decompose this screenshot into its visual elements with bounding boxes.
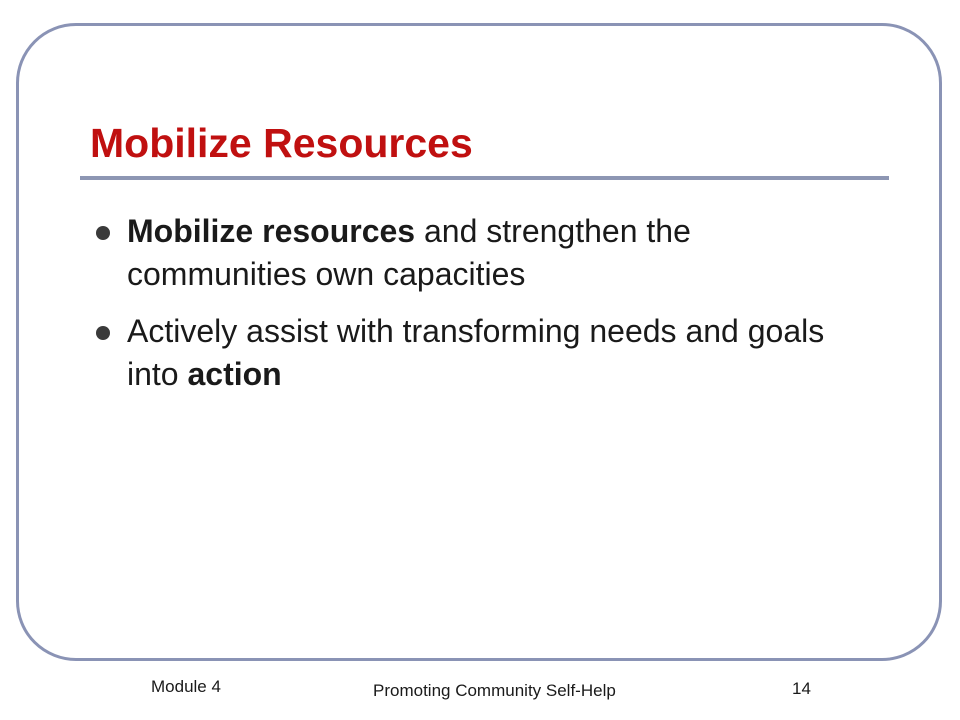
bullet-bold-tail: action	[187, 356, 282, 392]
footer-course-title: Promoting Community Self-Help	[373, 681, 616, 700]
bullet-dot-icon	[96, 326, 110, 340]
slide-title: Mobilize Resources	[90, 120, 473, 166]
bullet-item	[90, 210, 860, 296]
footer-module-label: Module 4	[151, 677, 221, 696]
bullet-list	[90, 210, 860, 410]
bullet-bold-lead: Mobilize resources	[127, 213, 416, 249]
bullet-text: Actively assist with transforming needs and goals into	[127, 313, 825, 392]
bullet-text: and strengthen the communities own capacities	[127, 213, 691, 292]
title-underline	[80, 176, 889, 180]
bullet-item	[90, 310, 860, 396]
bullet-dot-icon	[96, 226, 110, 240]
footer-page-number: 14	[792, 679, 811, 698]
